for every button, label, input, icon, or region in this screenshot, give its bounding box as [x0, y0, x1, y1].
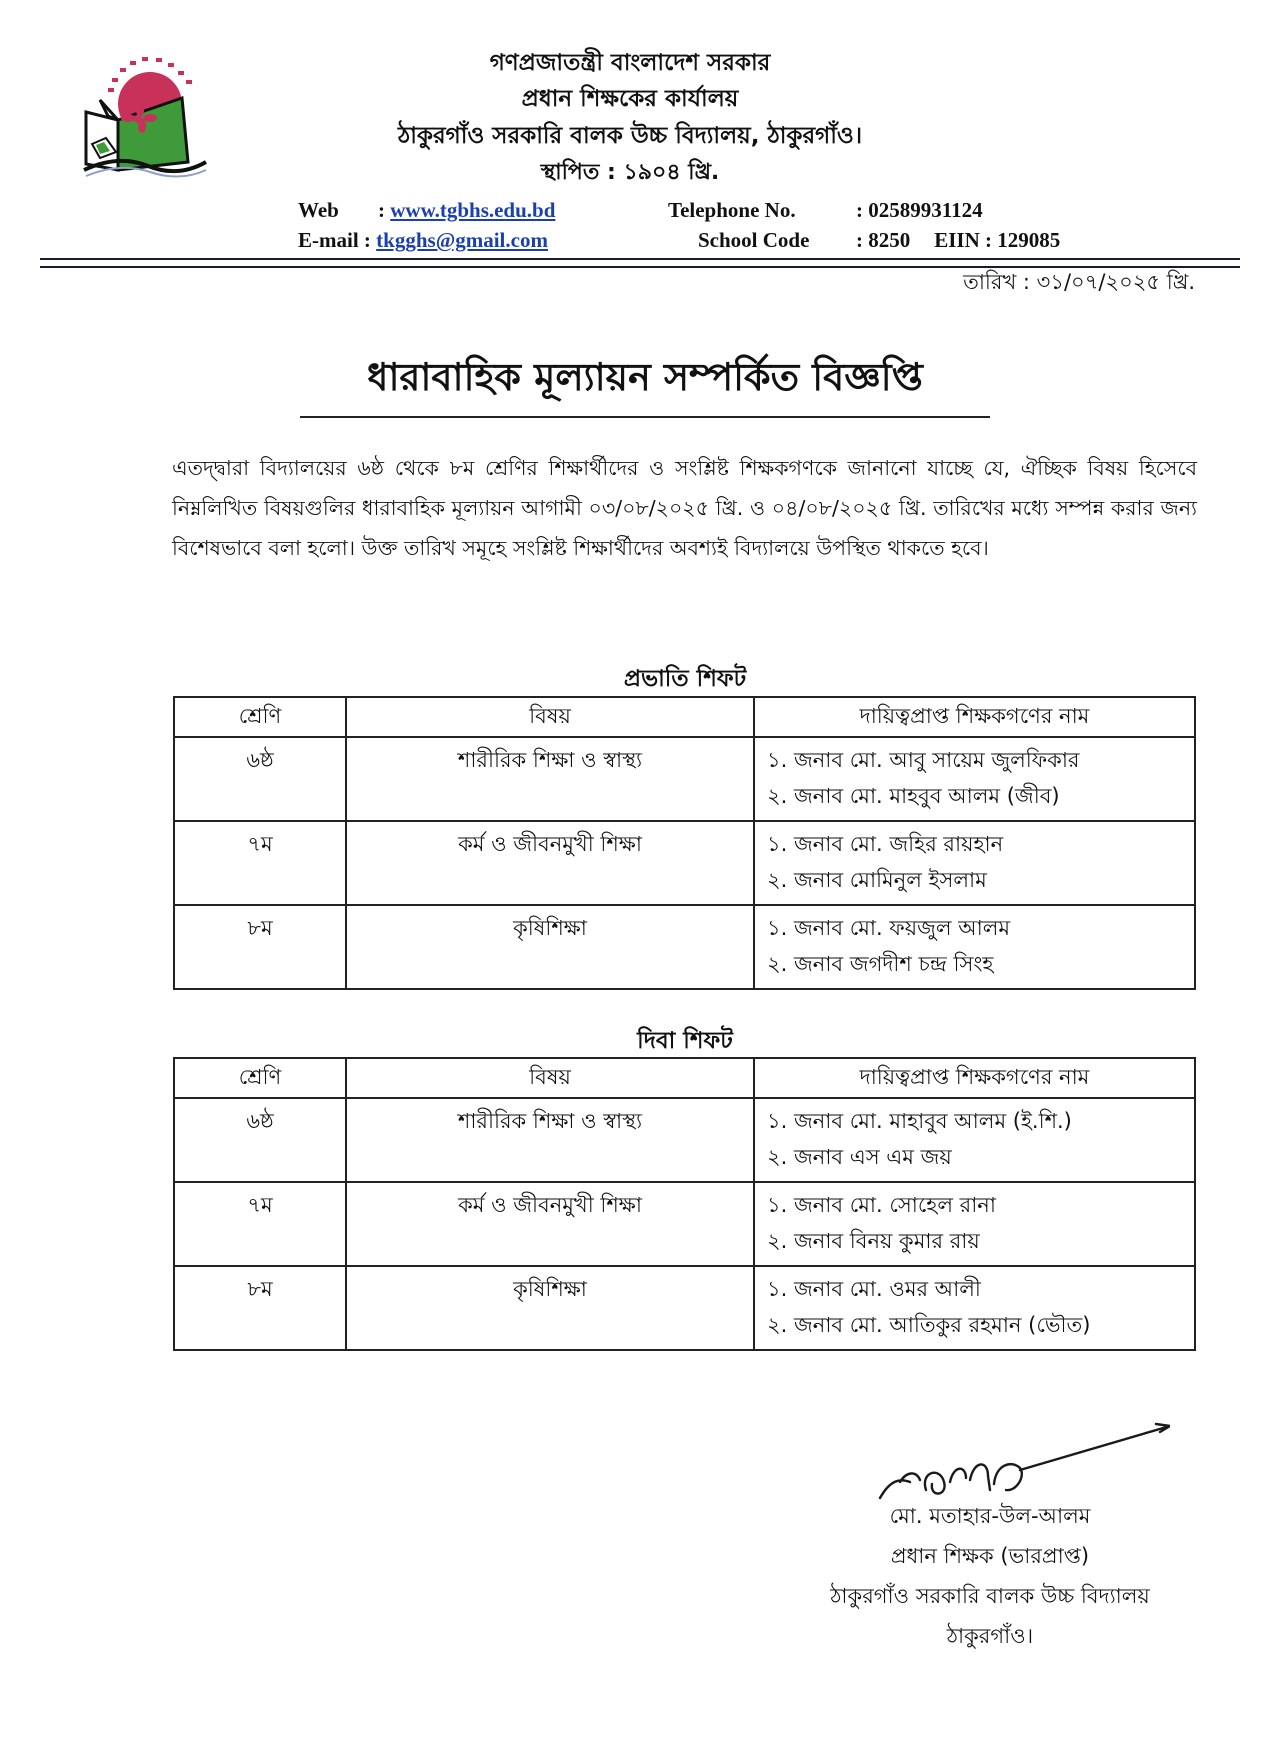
- day-shift-table: [173, 1057, 1196, 1351]
- office-title: প্রধান শিক্ষকের কার্যালয়: [521, 86, 739, 112]
- subject-cell: শারীরিক শিক্ষা ও স্বাস্থ্য: [457, 748, 643, 772]
- signatory-designation: প্রধান শিক্ষক (ভারপ্রাপ্ত): [890, 1544, 1090, 1568]
- teachers-cell: [755, 1267, 1194, 1349]
- notice-title: ধারাবাহিক মূল্যায়ন সম্পর্কিত বিজ্ঞপ্তি: [300, 348, 990, 418]
- teachers-cell: [755, 1183, 1194, 1265]
- teacher-name: ১. জনাব মো. আবু সায়েম জুলফিকার: [767, 748, 1080, 772]
- class-cell: ৬ষ্ঠ: [246, 1109, 274, 1133]
- signatory-school: ঠাকুরগাঁও সরকারি বালক উচ্চ বিদ্যালয়: [830, 1584, 1150, 1608]
- column-header-class: শ্রেণি: [174, 697, 346, 737]
- morning-shift-title: প্রভাতি শিফট: [623, 666, 747, 692]
- table-header-row: [174, 1058, 1195, 1098]
- teachers-cell: [755, 1099, 1194, 1181]
- telephone-value: 02589931124: [868, 198, 983, 222]
- teacher-name: ২. জনাব এস এম জয়: [767, 1145, 952, 1169]
- table-header-row: [174, 697, 1195, 737]
- eiin-label: EIIN: [934, 228, 980, 252]
- school-name: ঠাকুরগাঁও সরকারি বালক উচ্চ বিদ্যালয়, ঠাকুরগাঁও।: [397, 123, 863, 149]
- teachers-cell: [755, 738, 1194, 820]
- eiin-value: 129085: [997, 228, 1061, 252]
- subject-cell: কৃষিশিক্ষা: [513, 1277, 587, 1301]
- notice-date: তারিখ : ৩১/০৭/২০২৫ খ্রি.: [963, 270, 1195, 294]
- school-code-value: 8250: [868, 228, 911, 252]
- column-header-subject: বিষয়: [346, 1058, 754, 1098]
- website-label: Web: [298, 198, 339, 222]
- email-row: [298, 228, 548, 253]
- subject-cell: কর্ম ও জীবনমুখী শিক্ষা: [458, 832, 642, 856]
- column-header-subject: বিষয়: [346, 697, 754, 737]
- column-header-teachers: দায়িত্বপ্রাপ্ত শিক্ষকগণের নাম: [754, 697, 1195, 737]
- website-link[interactable]: www.tgbhs.edu.bd: [390, 198, 556, 222]
- subject-cell: কর্ম ও জীবনমুখী শিক্ষা: [458, 1193, 642, 1217]
- notice-body: এতদ্দ্বারা বিদ্যালয়ের ৬ষ্ঠ থেকে ৮ম শ্রেণির শিক্ষার্থীদের ও সংশ্লিষ্ট শিক্ষকগণকে জানানো যাচ্ছে যে, ঐচ্ছিক বিষয় হিসেবে নিম্নলিখিত বিষয়গুলির ধারাবাহিক মূল্যায়ন আগামী ০৩/০৮/২০২৫ খ্রি. ও ০৪/০৮/২০২৫ খ্রি. তারিখের মধ্যে সম্পন্ন করার জন্য বিশেষভাবে বলা হলো। উক্ত তারিখ সমূহে সংশ্লিষ্ট শিক্ষার্থীদের অবশ্যই বিদ্যালয়ে উপস্থিত থাকতে হবে।: [172, 456, 1197, 560]
- morning-shift-table: [173, 696, 1196, 990]
- school-logo: [78, 52, 208, 180]
- teacher-name: ২. জনাব জগদীশ চন্দ্র সিংহ: [767, 952, 994, 976]
- class-cell: ৭ম: [247, 832, 273, 856]
- subject-cell: শারীরিক শিক্ষা ও স্বাস্থ্য: [457, 1109, 643, 1133]
- colon: :: [358, 228, 377, 252]
- class-cell: ৭ম: [247, 1193, 273, 1217]
- school-code-row: [698, 228, 1060, 253]
- handwritten-signature: [870, 1420, 1170, 1510]
- class-cell: ৮ম: [247, 1277, 273, 1301]
- government-title: গণপ্রজাতন্ত্রী বাংলাদেশ সরকার: [489, 50, 771, 76]
- colon: :: [378, 198, 391, 222]
- telephone-row: [668, 198, 983, 223]
- telephone-label: Telephone No.: [668, 198, 796, 222]
- teacher-name: ১. জনাব মো. ফয়জুল আলম: [767, 916, 1011, 940]
- teacher-name: ১. জনাব মো. জহির রায়হান: [767, 832, 1004, 856]
- table-row: [174, 1266, 1195, 1350]
- subject-cell: কৃষিশিক্ষা: [513, 916, 587, 940]
- class-cell: ৮ম: [247, 916, 273, 940]
- school-code-label: School Code: [698, 228, 810, 252]
- teacher-name: ১. জনাব মো. ওমর আলী: [767, 1277, 981, 1301]
- teacher-name: ১. জনাব মো. সোহেল রানা: [767, 1193, 996, 1217]
- day-shift-title: দিবা শিফট: [637, 1028, 733, 1054]
- logo-emblem-icon: [78, 52, 208, 180]
- teachers-cell: [755, 906, 1194, 988]
- teacher-name: ২. জনাব বিনয় কুমার রায়: [767, 1229, 980, 1253]
- colon: :: [979, 228, 998, 252]
- teachers-cell: [755, 822, 1194, 904]
- table-row: [174, 1098, 1195, 1182]
- table-row: [174, 737, 1195, 821]
- table-row: [174, 821, 1195, 905]
- class-cell: ৬ষ্ঠ: [246, 748, 274, 772]
- established-year: স্থাপিত : ১৯০৪ খ্রি.: [540, 160, 720, 185]
- email-link[interactable]: tkgghs@gmail.com: [376, 228, 548, 252]
- teacher-name: ১. জনাব মো. মাহাবুব আলম (ই.শি.): [767, 1109, 1072, 1133]
- column-header-teachers: দায়িত্বপ্রাপ্ত শিক্ষকগণের নাম: [754, 1058, 1195, 1098]
- teacher-name: ২. জনাব মোমিনুল ইসলাম: [767, 868, 987, 892]
- column-header-class: শ্রেণি: [174, 1058, 346, 1098]
- signature-icon: [870, 1420, 1170, 1510]
- teacher-name: ২. জনাব মো. আতিকুর রহমান (ভৌত): [767, 1313, 1091, 1337]
- colon: :: [856, 228, 869, 252]
- signatory-name: মো. মতাহার-উল-আলম: [889, 1504, 1091, 1528]
- teacher-name: ২. জনাব মো. মাহবুব আলম (জীব): [767, 784, 1060, 808]
- signatory-place: ঠাকুরগাঁও।: [946, 1624, 1034, 1648]
- colon: :: [856, 198, 869, 222]
- table-row: [174, 1182, 1195, 1266]
- table-row: [174, 905, 1195, 989]
- email-label: E-mail: [298, 228, 359, 252]
- website-row: [298, 198, 555, 223]
